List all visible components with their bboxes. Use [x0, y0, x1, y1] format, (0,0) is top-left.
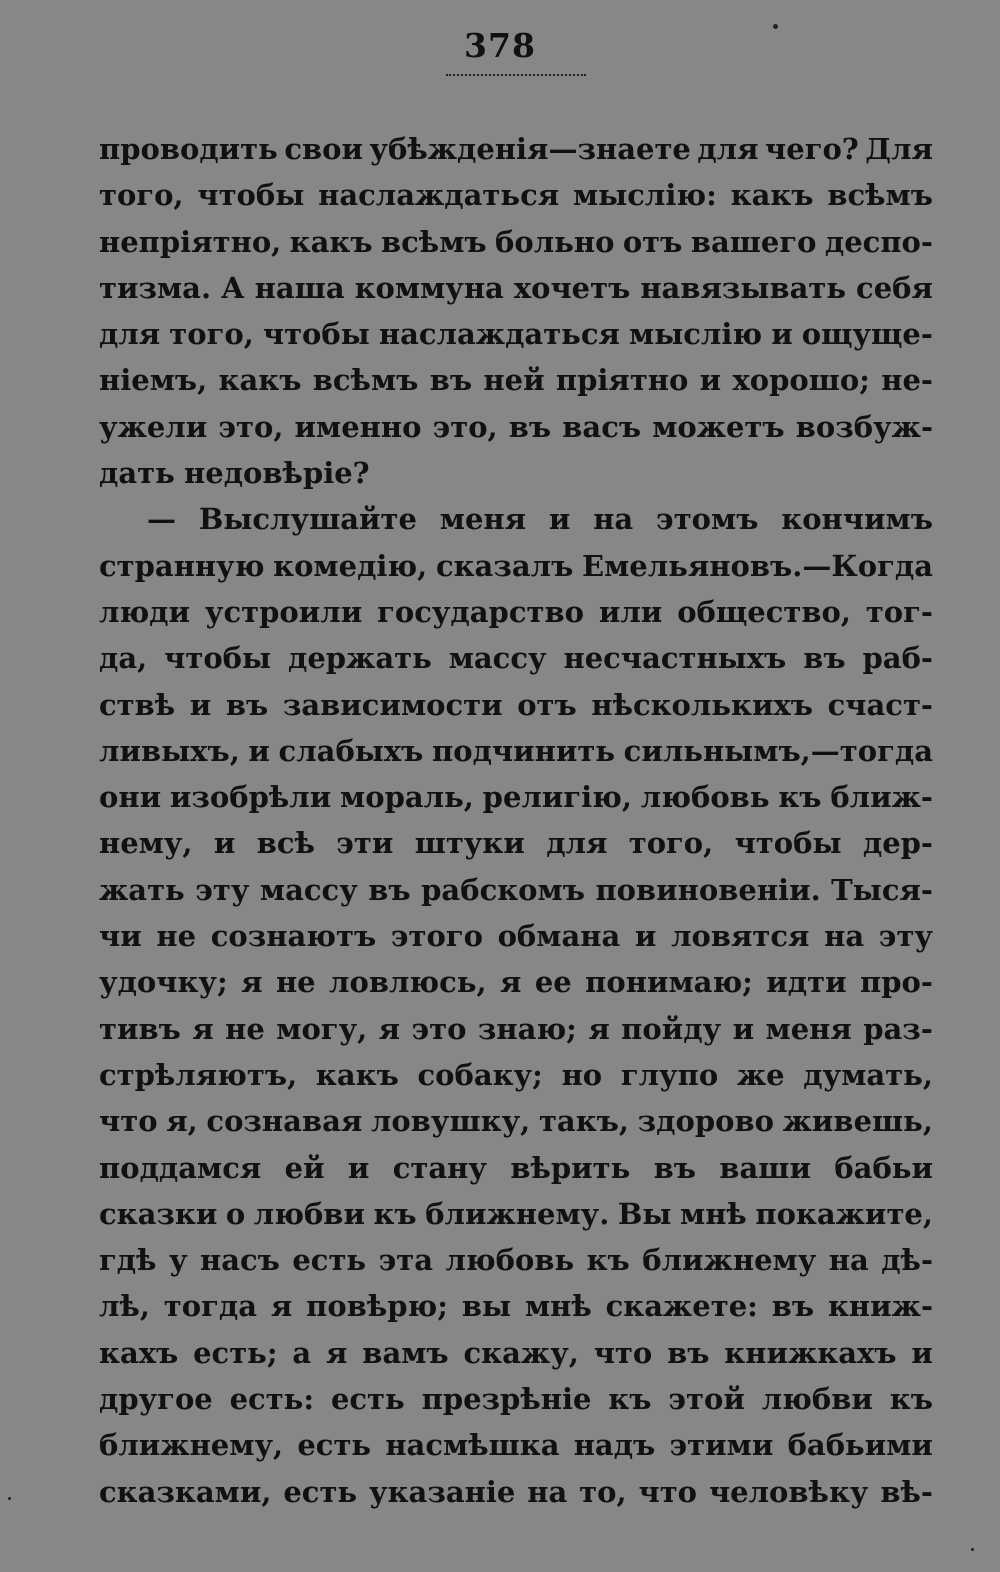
text-word: мыслію:: [572, 178, 717, 213]
text-word: массу: [259, 872, 358, 907]
text-line: [99, 1376, 933, 1422]
text-word: ловушку,: [370, 1104, 531, 1139]
text-word: проводить: [99, 132, 278, 166]
text-word: лѣ,: [99, 1289, 150, 1324]
text-word: для: [546, 826, 608, 861]
text-word: слабыхъ: [278, 733, 424, 768]
text-word: вѣ-: [880, 1474, 933, 1509]
text-line: [99, 1052, 933, 1098]
text-word: любовь: [640, 780, 770, 815]
text-word: въ: [803, 641, 846, 676]
text-word: чтобы: [197, 178, 305, 213]
text-word: хорошо;: [732, 363, 870, 398]
text-word: не: [156, 919, 197, 954]
text-word: это,: [218, 409, 284, 444]
text-word: и: [732, 1011, 755, 1046]
text-word: есть: [297, 1428, 372, 1463]
ink-speck: [971, 1548, 974, 1551]
text-word: всѣ: [256, 826, 315, 861]
text-word: мнѣ: [680, 1196, 747, 1231]
text-line: [99, 728, 933, 774]
text-word: что: [593, 1335, 653, 1370]
text-word: въ: [225, 687, 269, 722]
text-word: думать,: [803, 1057, 933, 1092]
text-line: [99, 959, 933, 1005]
text-word: свои: [284, 132, 363, 166]
text-word: къ: [778, 780, 822, 815]
text-word: я,: [166, 1104, 198, 1139]
text-word: эту: [878, 919, 933, 954]
text-word: ближнему: [642, 1243, 817, 1278]
text-word: стрѣляютъ,: [99, 1057, 298, 1092]
text-word: книжкахъ: [724, 1335, 897, 1370]
text-word: Емельяновъ.—Когда: [582, 548, 933, 583]
text-line: [99, 820, 933, 866]
text-word: меня: [765, 1011, 852, 1046]
text-word: не: [225, 1011, 265, 1046]
text-word: же: [736, 1057, 785, 1092]
text-line: [99, 1006, 933, 1052]
text-word: у: [168, 1243, 188, 1278]
text-word: чи: [99, 919, 142, 954]
text-line: [99, 126, 933, 172]
text-word: мораль,: [340, 780, 474, 815]
text-word: на: [828, 1243, 869, 1278]
text-word: убѣжденія—знаете: [369, 132, 691, 166]
text-word: на: [824, 919, 865, 954]
text-line: [99, 265, 933, 311]
text-word: какъ: [218, 363, 302, 398]
text-word: здорово: [637, 1104, 774, 1139]
text-word: въ: [667, 1335, 710, 1370]
text-word: несчастныхъ: [563, 641, 787, 676]
text-word: сознаютъ: [210, 919, 377, 954]
text-word: навязывать: [640, 270, 847, 305]
text-word: отъ: [517, 687, 577, 722]
text-line: [99, 913, 933, 959]
text-word: сознавая: [206, 1104, 363, 1139]
text-word: повиновеніи.: [595, 872, 821, 907]
text-word: книж-: [827, 1289, 933, 1324]
text-word: тог-: [865, 594, 933, 629]
text-word: обмана: [497, 919, 621, 954]
text-word: я: [588, 1011, 610, 1046]
text-word: или: [598, 594, 663, 629]
text-word: могу,: [276, 1011, 368, 1046]
text-word: кахъ: [99, 1335, 179, 1370]
text-word: наслаждаться: [318, 178, 560, 213]
text-word: больно: [495, 224, 615, 259]
text-word: возбуж-: [795, 409, 933, 444]
text-word: въ: [429, 363, 473, 398]
text-word: для: [697, 132, 759, 166]
text-word: изобрѣли: [169, 780, 332, 815]
text-word: всѣмъ: [312, 363, 419, 398]
text-word: я: [500, 965, 522, 1000]
text-word: вамъ: [362, 1335, 449, 1370]
text-word: то,: [579, 1474, 627, 1509]
text-line: [99, 1469, 933, 1515]
text-word: мнѣ: [524, 1289, 592, 1324]
text-word: презрѣніе: [421, 1382, 592, 1417]
text-word: стану: [392, 1150, 487, 1185]
text-word: рабскомъ: [421, 872, 585, 907]
text-word: я: [326, 1335, 348, 1370]
text-line: [99, 867, 933, 913]
text-word: я: [270, 1289, 293, 1324]
text-word: ближ-: [830, 780, 933, 815]
text-word: бабьи: [834, 1150, 933, 1185]
text-line: [99, 1098, 933, 1144]
text-word: насмѣшка: [385, 1428, 560, 1463]
text-word: люди: [99, 594, 191, 629]
text-word: это: [411, 1011, 467, 1046]
text-line: [99, 357, 933, 403]
text-word: этими: [669, 1428, 774, 1463]
text-word: чего?: [765, 132, 859, 166]
text-line: [99, 1283, 933, 1329]
text-word: меня: [439, 502, 527, 537]
text-word: чтобы: [262, 317, 370, 352]
text-word: и: [213, 826, 236, 861]
text-word: тизма.: [99, 270, 212, 305]
text-word: понимаю;: [585, 965, 753, 1000]
text-word: не-: [881, 363, 933, 398]
text-word: себя: [856, 270, 933, 305]
text-line: [99, 543, 933, 589]
text-word: и: [248, 733, 270, 768]
text-word: этого: [390, 919, 483, 954]
ink-speck: [773, 24, 778, 29]
text-word: нему,: [99, 826, 193, 861]
text-word: —: [147, 502, 176, 537]
text-word: поддамся: [99, 1150, 262, 1185]
text-word: ваши: [719, 1150, 811, 1185]
text-word: и: [699, 363, 722, 398]
text-word: я: [241, 965, 263, 1000]
text-word: счаст-: [827, 687, 933, 722]
text-word: и: [548, 502, 571, 537]
text-word: ловлюсь,: [329, 965, 487, 1000]
text-word: ей: [284, 1150, 325, 1185]
text-word: пріятно: [555, 363, 689, 398]
text-line: [99, 774, 933, 820]
text-word: въ: [508, 409, 552, 444]
text-word: любви: [253, 1196, 365, 1231]
text-line: [99, 1145, 933, 1191]
text-word: хочетъ: [513, 270, 631, 305]
text-word: есть:: [229, 1382, 315, 1417]
text-word: наслаждаться: [378, 317, 620, 352]
text-word: А: [221, 270, 245, 305]
text-line: [99, 172, 933, 218]
text-word: эти: [336, 826, 394, 861]
text-word: къ: [586, 1243, 630, 1278]
text-word: этой: [668, 1382, 745, 1417]
text-word: къ: [608, 1382, 652, 1417]
text-word: ощуще-: [801, 317, 933, 352]
text-word: въ: [771, 1289, 815, 1324]
text-word: на: [593, 502, 634, 537]
text-word: комедію,: [273, 548, 428, 583]
text-word: сказалъ: [435, 548, 574, 583]
text-word: недовѣріе?: [184, 456, 370, 491]
text-word: ближнему,: [99, 1428, 284, 1463]
text-word: надъ: [573, 1428, 656, 1463]
text-word: мыслію: [629, 317, 763, 352]
text-word: всѣмъ: [381, 224, 487, 259]
text-line: [99, 682, 933, 728]
text-word: удочку;: [99, 965, 228, 1000]
text-word: вы: [461, 1289, 512, 1324]
text-word: раб-: [862, 641, 933, 676]
text-word: Тыся-: [831, 872, 933, 907]
text-word: ловятся: [671, 919, 810, 954]
text-word: устроили: [204, 594, 363, 629]
text-line: [99, 311, 933, 357]
text-word: какъ: [315, 1057, 399, 1092]
text-line: [99, 219, 933, 265]
text-word: въ: [653, 1150, 697, 1185]
text-word: чтобы: [734, 826, 842, 861]
text-word: вашего: [690, 224, 817, 259]
text-word: кончимъ: [781, 502, 933, 537]
text-word: зависимости: [282, 687, 503, 722]
text-word: сказками,: [99, 1474, 272, 1509]
text-word: ливыхъ,: [99, 733, 240, 768]
text-word: тивъ: [99, 1011, 181, 1046]
text-word: того,: [628, 826, 714, 861]
text-word: раз-: [863, 1011, 933, 1046]
text-word: я: [378, 1011, 401, 1046]
text-word: Выслушайте: [198, 502, 417, 537]
text-word: массу: [448, 641, 547, 676]
text-word: и: [634, 919, 657, 954]
text-word: есть: [283, 1474, 358, 1509]
text-line: [99, 1237, 933, 1283]
text-word: живешь,: [782, 1104, 933, 1139]
text-word: того,: [99, 178, 184, 213]
text-word: они: [99, 780, 162, 815]
text-word: ніемъ,: [99, 363, 208, 398]
text-word: что: [99, 1104, 158, 1139]
text-word: любовь: [445, 1243, 575, 1278]
text-word: ее: [534, 965, 572, 1000]
text-word: ствѣ: [99, 687, 176, 722]
text-word: идти: [766, 965, 847, 1000]
text-word: эту: [195, 872, 250, 907]
text-word: штуки: [414, 826, 525, 861]
text-word: отъ: [622, 224, 683, 259]
text-word: глупо: [620, 1057, 719, 1092]
text-word: Для: [865, 132, 933, 166]
page-number: 378: [464, 26, 536, 65]
text-word: дер-: [862, 826, 933, 861]
text-word: о: [225, 1196, 246, 1231]
text-word: собаку;: [417, 1057, 543, 1092]
text-word: чтобы: [164, 641, 272, 676]
text-word: да,: [99, 641, 148, 676]
text-word: насъ: [199, 1243, 280, 1278]
text-line: [99, 1422, 933, 1468]
text-word: человѣку: [708, 1474, 869, 1509]
text-word: подчинить: [432, 733, 616, 768]
text-word: а: [292, 1335, 312, 1370]
text-word: непріятно,: [99, 224, 282, 259]
text-word: ужели: [99, 409, 208, 444]
text-word: держать: [287, 641, 432, 676]
text-word: ближнему.: [425, 1196, 610, 1231]
body-text: [99, 126, 933, 1515]
text-word: покажите,: [755, 1196, 933, 1231]
text-line: [99, 589, 933, 635]
text-word: дѣ-: [881, 1243, 933, 1278]
text-word: гдѣ: [99, 1243, 157, 1278]
text-word: общество,: [677, 594, 851, 629]
text-word: бабьими: [787, 1428, 933, 1463]
text-word: сказки: [99, 1196, 218, 1231]
text-word: что: [638, 1474, 698, 1509]
text-word: васъ: [562, 409, 642, 444]
text-word: можетъ: [652, 409, 785, 444]
text-word: какъ: [289, 224, 373, 259]
text-word: государство: [377, 594, 584, 629]
text-word: какъ: [730, 178, 814, 213]
text-word: любви: [761, 1382, 873, 1417]
text-line: [99, 496, 933, 542]
text-line: [99, 450, 933, 496]
text-word: на: [527, 1474, 568, 1509]
text-word: такъ,: [538, 1104, 629, 1139]
text-word: повѣрю;: [306, 1289, 448, 1324]
text-word: и: [347, 1150, 370, 1185]
text-word: и: [189, 687, 212, 722]
text-line: [99, 1191, 933, 1237]
text-word: тогда: [163, 1289, 257, 1324]
text-word: эта: [378, 1243, 433, 1278]
text-word: нѣсколькихъ: [591, 687, 814, 722]
text-word: вѣрить: [510, 1150, 631, 1185]
text-word: коммуна: [354, 270, 504, 305]
text-word: не: [275, 965, 316, 1000]
text-word: другое: [99, 1382, 213, 1417]
text-word: скажу,: [463, 1335, 579, 1370]
text-word: всѣмъ: [827, 178, 933, 213]
text-word: того,: [169, 317, 254, 352]
text-word: въ: [368, 872, 411, 907]
text-word: религію,: [482, 780, 632, 815]
page-number-rule: [446, 74, 586, 76]
text-word: знаю;: [477, 1011, 577, 1046]
text-word: и: [771, 317, 793, 352]
text-line: [99, 635, 933, 681]
text-word: пойду: [621, 1011, 722, 1046]
text-word: есть: [330, 1382, 405, 1417]
text-word: это,: [432, 409, 498, 444]
text-word: и: [911, 1335, 933, 1370]
text-word: къ: [373, 1196, 417, 1231]
text-word: я: [192, 1011, 214, 1046]
text-word: наша: [254, 270, 345, 305]
text-word: жать: [99, 872, 185, 907]
text-word: сильнымъ,—тогда: [623, 733, 933, 768]
text-word: есть: [292, 1243, 367, 1278]
text-word: деспо-: [824, 224, 933, 259]
text-line: [99, 1330, 933, 1376]
text-word: про-: [860, 965, 933, 1000]
text-word: но: [561, 1057, 603, 1092]
text-word: именно: [294, 409, 422, 444]
text-word: указаніе: [369, 1474, 516, 1509]
text-word: скажете:: [605, 1289, 758, 1324]
text-word: ней: [483, 363, 545, 398]
text-word: есть;: [193, 1335, 278, 1370]
text-word: для: [99, 317, 161, 352]
text-word: этомъ: [656, 502, 759, 537]
ink-speck: [8, 1497, 11, 1500]
text-line: [99, 404, 933, 450]
text-word: странную: [99, 548, 265, 583]
text-word: къ: [889, 1382, 933, 1417]
text-word: Вы: [617, 1196, 672, 1231]
text-word: дать: [99, 456, 175, 491]
